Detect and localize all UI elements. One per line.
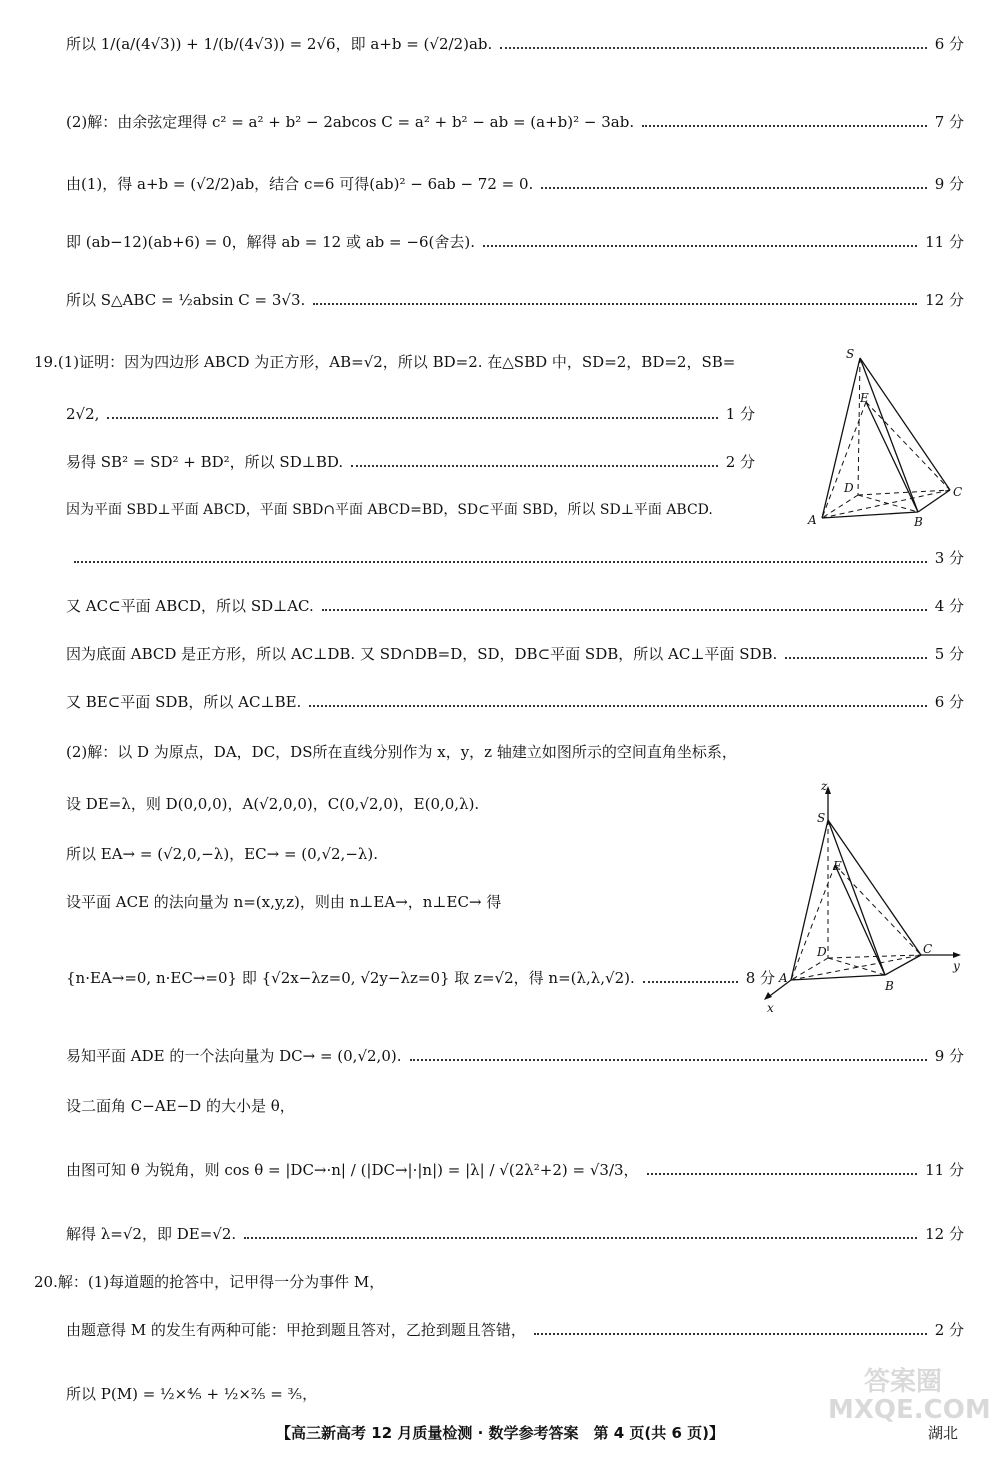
answer-line: 又 BE⊂平面 SDB，所以 AC⊥BE. 6 分: [66, 693, 964, 711]
answer-line: 所以 P(M) = ½×⅘ + ½×⅖ = ⅗，: [66, 1385, 318, 1403]
answer-line: 因为底面 ABCD 是正方形，所以 AC⊥DB. 又 SD∩DB=D，SD，DB⊂平面 SDB，所以 AC⊥平面 SDB. 5 分: [66, 645, 964, 663]
figure1-label: A: [808, 513, 817, 527]
answer-line: 设平面 ACE 的法向量为 n=(x,y,z)，则由 n⊥EA→，n⊥EC→ 得: [66, 893, 502, 911]
figure1-label: E: [860, 391, 869, 405]
figure2-label: B: [885, 979, 894, 993]
answer-line: 所以 EA→ = (√2,0,−λ)，EC→ = (0,√2,−λ).: [66, 845, 379, 863]
pyramid-figure-2: [755, 780, 970, 1015]
figure2-label: E: [833, 859, 842, 873]
pyramid-figure-1: [800, 340, 975, 535]
figure1-label: C: [953, 485, 963, 499]
figure2-label: A: [779, 971, 788, 985]
answer-line: 设 DE=λ，则 D(0,0,0)，A(√2,0,0)，C(0,√2,0)，E(0,0,λ).: [66, 795, 480, 813]
answer-line: 解得 λ=√2，即 DE=√2. 12 分: [66, 1225, 964, 1243]
footer-text: 【高三新高考 12 月质量检测 · 数学参考答案 第 4 页(共 6 页)】: [276, 1424, 724, 1442]
answer-line: 2√2, 1 分: [66, 405, 755, 423]
watermark-logo: 答案圈 MXQE.COM: [828, 1367, 991, 1425]
figure2-axis-label: y: [953, 959, 960, 973]
answer-line: 又 AC⊂平面 ABCD，所以 SD⊥AC. 4 分: [66, 597, 964, 615]
answer-line: 即 (ab−12)(ab+6) = 0，解得 ab = 12 或 ab = −6(舍去). 11 分: [66, 233, 964, 251]
answer-line: {n·EA→=0, n·EC→=0} 即 {√2x−λz=0, √2y−λz=0} 取 z=√2，得 n=(λ,λ,√2). 8 分: [66, 969, 775, 987]
answer-line: 所以 S△ABC = ½absin C = 3√3. 12 分: [66, 291, 964, 309]
answer-line: 因为平面 SBD⊥平面 ABCD，平面 SBD∩平面 ABCD=BD，SD⊂平面 SBD，所以 SD⊥平面 ABCD.: [66, 502, 713, 518]
figure2-label: D: [817, 945, 827, 959]
answer-line: 3 分: [66, 548, 964, 568]
answer-line: (2)解：以 D 为原点，DA，DC，DS所在直线分别作为 x，y，z 轴建立如图所示的空间直角坐标系，: [66, 743, 737, 761]
question-20-heading: 20.解：(1)每道题的抢答中，记甲得一分为事件 M，: [34, 1273, 385, 1291]
answer-line: 设二面角 C−AE−D 的大小是 θ，: [66, 1097, 295, 1115]
figure2-label: C: [923, 942, 933, 956]
answer-line: 易得 SB² = SD² + BD²，所以 SD⊥BD. 2 分: [66, 453, 755, 471]
answer-line: 由题意得 M 的发生有两种可能：甲抢到题且答对，乙抢到题且答错， 2 分: [66, 1321, 964, 1339]
answer-line: 由图可知 θ 为锐角，则 cos θ = |DC→·n| / (|DC→|·|n|) = |λ| / √(2λ²+2) = √3/3， 11 分: [66, 1161, 964, 1179]
answer-line: 易知平面 ADE 的一个法向量为 DC→ = (0,√2,0). 9 分: [66, 1047, 964, 1065]
footer-region-tag: 湖北: [928, 1424, 959, 1442]
figure1-label: B: [914, 515, 923, 529]
figure2-axis-label: z: [821, 780, 828, 793]
figure1-label: S: [846, 347, 855, 361]
figure1-label: D: [844, 481, 854, 495]
answer-line: (2)解：由余弦定理得 c² = a² + b² − 2abcos C = a² + b² − ab = (a+b)² − 3ab. 7 分: [66, 113, 964, 131]
answer-line: 由(1)，得 a+b = (√2/2)ab，结合 c=6 可得(ab)² − 6ab − 72 = 0. 9 分: [66, 175, 964, 193]
answer-line: 所以 1/(a/(4√3)) + 1/(b/(4√3)) = 2√6，即 a+b = (√2/2)ab. 6 分: [66, 35, 964, 53]
figure2-axis-label: x: [767, 1001, 774, 1015]
figure2-label: S: [817, 811, 826, 825]
question-19-heading: 19.(1)证明：因为四边形 ABCD 为正方形，AB=√2，所以 BD=2. 在△SBD 中，SD=2，BD=2，SB=: [34, 353, 736, 371]
